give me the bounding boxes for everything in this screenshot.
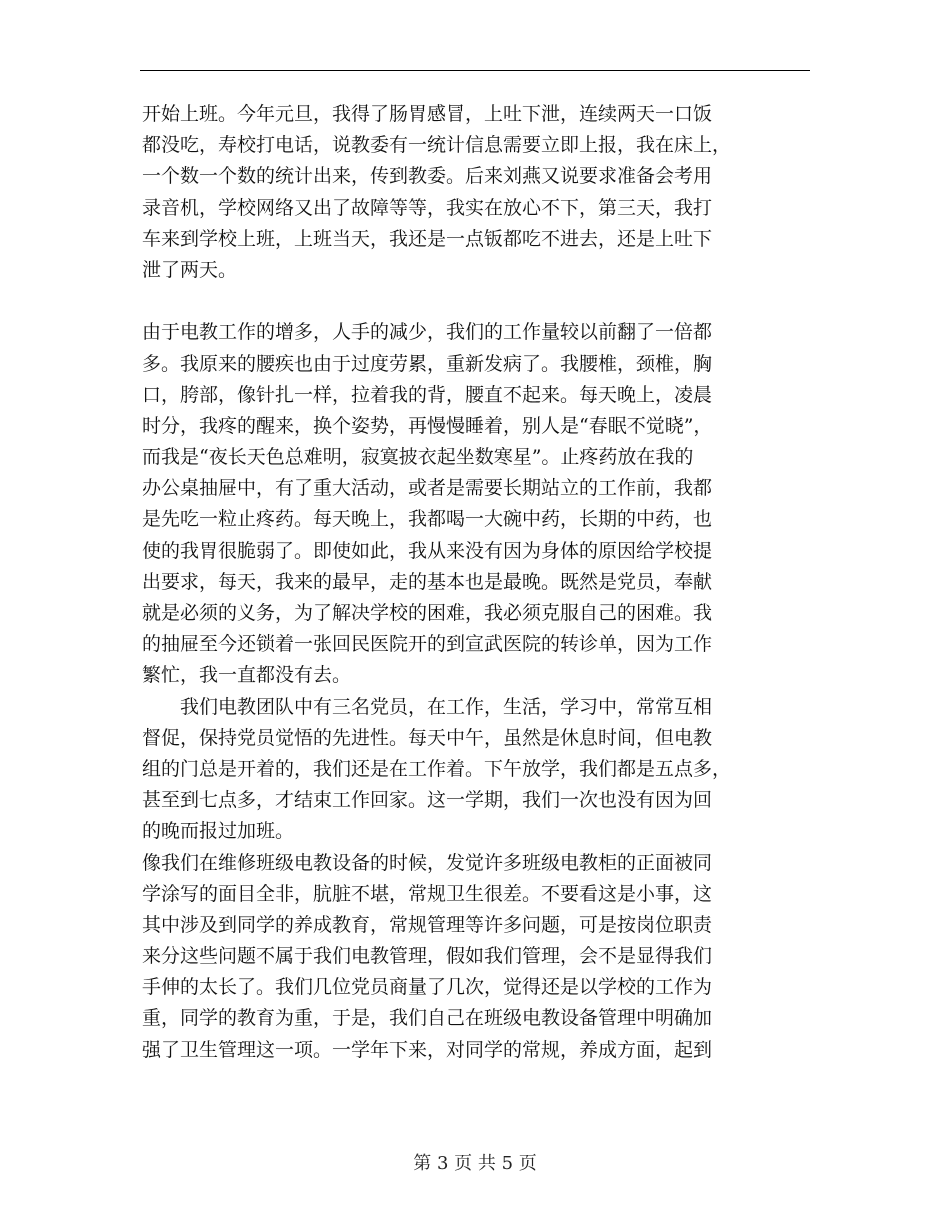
text-line: 组的门总是开着的，我们还是在工作着。下午放学，我们都是五点多， xyxy=(142,757,732,780)
footer-page-number: 3 xyxy=(436,1153,449,1174)
text-line: 办公桌抽屉中，有了重大活动，或者是需要长期站立的工作前，我都 xyxy=(142,477,713,500)
text-line: 一个数一个数的统计出来，传到教委。后来刘燕又说要求准备会考用 xyxy=(142,165,713,188)
text-line: 开始上班。今年元旦，我得了肠胃感冒，上吐下泄，连续两天一口饭 xyxy=(142,103,713,125)
text-line: 由于电教工作的增多，人手的减少，我们的工作量较以前翻了一倍都 xyxy=(142,321,713,344)
text-line: 像我们在维修班级电教设备的时候，发觉许多班级电教柜的正面被同 xyxy=(142,851,713,874)
document-body xyxy=(142,99,802,1066)
text-line: 督促，保持党员觉悟的先进性。每天中午，虽然是休息时间，但电教 xyxy=(142,726,713,749)
blank-line xyxy=(142,286,802,317)
header-rule xyxy=(140,70,810,71)
footer-suffix: 页 xyxy=(518,1153,537,1174)
text-line: 使的我胃很脆弱了。即使如此，我从来没有因为身体的原因给学校提 xyxy=(142,539,713,562)
text-line: 的晚而报过加班。 xyxy=(142,820,295,843)
text-line: 多。我原来的腰疾也由于过度劳累，重新发病了。我腰椎，颈椎，胸 xyxy=(142,352,713,375)
text-line: 学涂写的面目全非，肮脏不堪，常规卫生很差。不要看这是小事，这 xyxy=(142,882,713,905)
footer-total-pages: 5 xyxy=(501,1153,514,1174)
text-line: 强了卫生管理这一项。一学年下来，对同学的常规，养成方面，起到 xyxy=(142,1038,713,1061)
text-line: 录音机，学校网络又出了故障等等，我实在放心不下，第三天，我打 xyxy=(142,196,713,219)
footer-prefix: 第 xyxy=(413,1153,432,1174)
text-line: 泄了两天。 xyxy=(142,258,238,281)
page-footer xyxy=(0,1152,950,1176)
text-line: 是先吃一粒止疼药。每天晚上，我都喝一大碗中药，长期的中药，也 xyxy=(142,508,713,531)
text-line: 而我是“夜长天色总难明，寂寞披衣起坐数寒星”。止疼药放在我的 xyxy=(142,446,694,469)
text-line: 的抽屉至今还锁着一张回民医院开的到宣武医院的转诊单，因为工作 xyxy=(142,633,713,656)
text-line: 来分这些问题不属于我们电教管理，假如我们管理，会不是显得我们 xyxy=(142,945,713,968)
text-line: 其中涉及到同学的养成教育，常规管理等许多问题，可是按岗位职责 xyxy=(142,913,713,936)
text-line: 出要求，每天，我来的最早，走的基本也是最晚。既然是党员，奉献 xyxy=(142,570,713,593)
text-line: 就是必须的义务，为了解决学校的困难，我必须克服自己的困难。我 xyxy=(142,602,713,624)
text-line: 甚至到七点多，才结束工作回家。这一学期，我们一次也没有因为回 xyxy=(142,789,713,812)
footer-middle: 页 共 xyxy=(454,1153,496,1174)
text-line: 重，同学的教育为重，于是，我们自己在班级电教设备管理中明确加 xyxy=(142,1007,713,1030)
text-line: 繁忙，我一直都没有去。 xyxy=(142,664,352,687)
text-line: 我们电教团队中有三名党员，在工作，生活，学习中，常常互相 xyxy=(180,695,713,718)
text-line: 时分，我疼的醒来，换个姿势，再慢慢睡着，别人是“春眠不觉晓”， xyxy=(142,414,713,437)
text-line: 车来到学校上班，上班当天，我还是一点钣都吃不进去，还是上吐下 xyxy=(142,227,713,250)
text-line: 口，胯部，像针扎一样，拉着我的背，腰直不起来。每天晚上，凌晨 xyxy=(142,383,713,406)
text-line: 手伸的太长了。我们几位党员商量了几次，觉得还是以学校的工作为 xyxy=(142,976,713,999)
text-line: 都没吃，寿校打电话，说教委有一统计信息需要立即上报，我在床上， xyxy=(142,134,732,157)
